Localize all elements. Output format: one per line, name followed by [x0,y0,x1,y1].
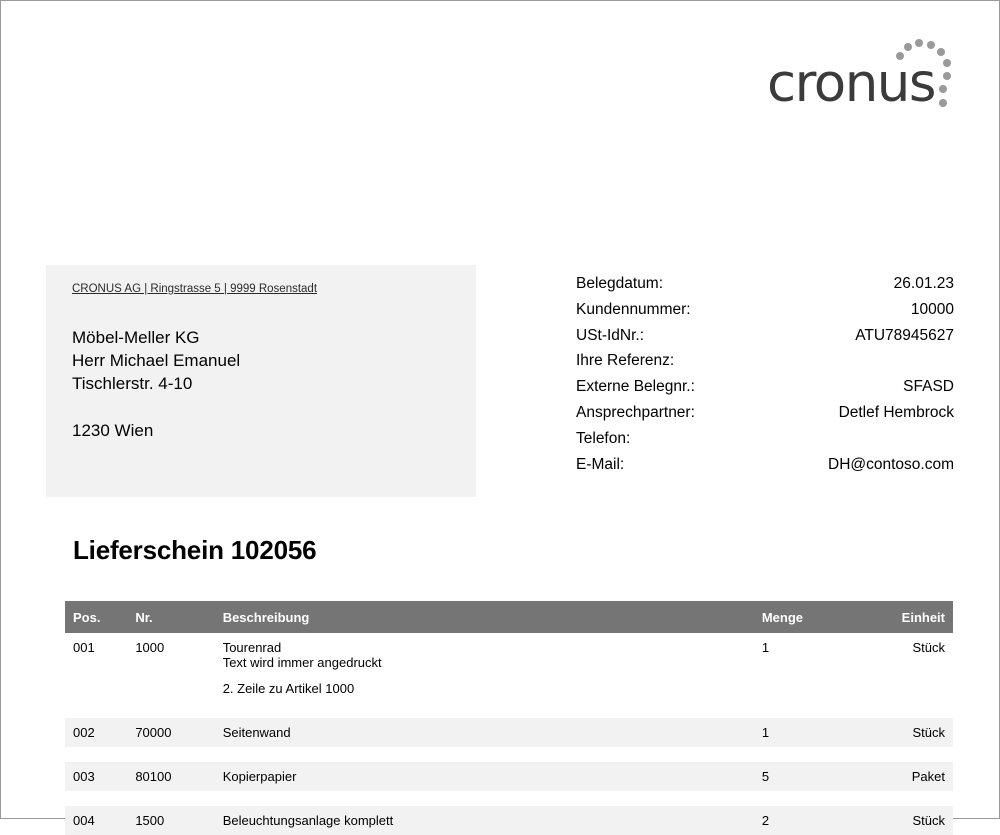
table-row [65,806,953,835]
cell-empty-1 [436,806,515,835]
cell-nr: 80100 [127,762,214,791]
row-separator [65,791,953,806]
meta-row [576,323,954,349]
meta-label: USt-IdNr.: [576,326,645,344]
meta-label: Ihre Referenz: [576,352,675,370]
cell-empty-4 [690,718,754,747]
company-logo [723,39,953,119]
meta-value: Detlef Hembrock [838,403,954,421]
column-header-unit: Einheit [850,601,953,633]
meta-label: E-Mail: [576,455,625,473]
meta-value: 26.01.23 [893,275,954,292]
table-header-row [65,601,953,633]
address-block [46,265,476,497]
logo-wordmark: cronus [767,53,935,114]
cell-empty-2 [515,806,594,835]
cell-empty-3 [594,806,690,835]
cell-empty-4 [690,633,754,703]
cell-nr: 1500 [127,806,214,835]
cell-quantity: 1 [754,718,850,747]
cell-quantity: 1 [754,633,850,703]
cell-description: Beleuchtungsanlage komplett [215,806,437,835]
row-separator [65,703,953,718]
lines-table-wrapper [65,601,953,835]
cell-pos: 001 [65,633,127,703]
column-header-nr: Nr. [127,601,214,633]
lines-table [65,601,953,835]
cell-nr: 70000 [127,718,214,747]
column-header-empty-2 [515,601,594,633]
cell-empty-2 [515,633,594,703]
meta-row [576,271,954,297]
column-header-empty-4 [690,601,754,633]
cell-unit: Stück [850,718,953,747]
cell-empty-2 [515,762,594,791]
column-header-empty-1 [436,601,515,633]
cell-description: Seitenwand [215,718,437,747]
recipient-company: Möbel-Meller KG [72,328,200,347]
cell-empty-4 [690,806,754,835]
meta-row [576,452,954,478]
column-header-pos: Pos. [65,601,127,633]
cell-empty-3 [594,718,690,747]
meta-label: Telefon: [576,429,631,447]
cell-unit: Paket [850,762,953,791]
meta-label: Ansprechpartner: [576,403,695,421]
cell-description: Kopierpapier [215,762,437,791]
cell-unit: Stück [850,633,953,703]
column-header-quantity: Menge [754,601,850,633]
recipient-street: Tischlerstr. 4-10 [72,374,193,393]
column-header-empty-3 [594,601,690,633]
cell-empty-1 [436,718,515,747]
column-header-description: Beschreibung [215,601,437,633]
cell-pos: 003 [65,762,127,791]
meta-row [576,374,954,400]
document-meta [576,271,954,477]
table-body [65,633,953,835]
meta-row [576,297,954,323]
cell-empty-3 [594,762,690,791]
cell-empty-4 [690,762,754,791]
meta-row [576,400,954,426]
table-row [65,633,953,703]
cell-empty-1 [436,633,515,703]
table-row [65,718,953,747]
meta-label: Kundennummer: [576,300,691,318]
page-title: Lieferschein 102056 [73,535,317,565]
description-line-1: Tourenrad [222,640,282,655]
cell-quantity: 5 [754,762,850,791]
cell-empty-2 [515,718,594,747]
cell-nr: 1000 [127,633,214,703]
meta-value: DH@contoso.com [828,455,954,473]
row-separator [65,747,953,762]
cell-empty-1 [436,762,515,791]
cell-unit: Stück [850,806,953,835]
recipient-contact: Herr Michael Emanuel [72,351,241,370]
meta-label: Externe Belegnr.: [576,378,695,396]
recipient-address [60,326,462,442]
cell-empty-3 [594,633,690,703]
meta-value: SFASD [903,378,954,396]
cell-pos: 004 [65,806,127,835]
description-line-3: 2. Zeile zu Artikel 1000 [222,681,355,696]
meta-value: ATU78945627 [855,326,954,344]
cell-pos: 002 [65,718,127,747]
table-row [65,762,953,791]
cell-quantity: 2 [754,806,850,835]
meta-row [576,426,954,452]
cell-description [215,633,437,703]
recipient-city: 1230 Wien [72,421,154,440]
description-line-2: Text wird immer angedruckt [222,655,382,670]
meta-row [576,348,954,374]
table-header [65,601,953,633]
meta-label: Belegdatum: [576,275,664,292]
sender-address-line: CRONUS AG | Ringstrasse 5 | 9999 Rosenstadt [72,283,318,295]
meta-value: 10000 [910,300,954,318]
